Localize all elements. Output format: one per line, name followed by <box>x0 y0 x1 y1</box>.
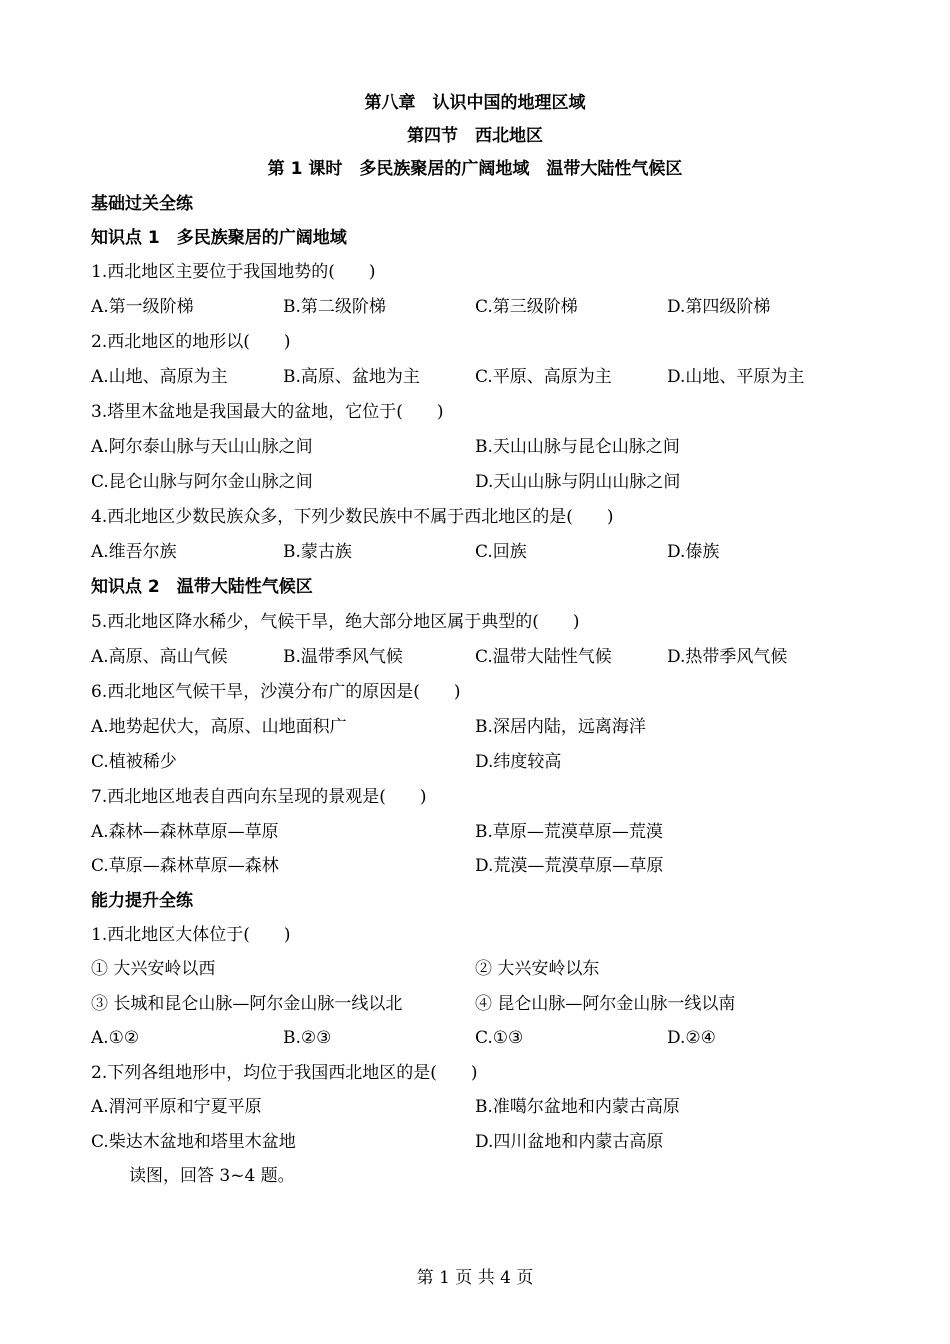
option-a: A.地势起伏大，高原、山地面积广 <box>91 717 347 737</box>
option-d: D.纬度较高 <box>475 752 562 772</box>
option-b: B.高原、盆地为主 <box>283 367 420 387</box>
option-a: A.阿尔泰山脉与天山山脉之间 <box>91 437 313 457</box>
option-c: C.第三级阶梯 <box>475 297 578 317</box>
option-b: B.深居内陆，远离海洋 <box>475 717 646 737</box>
option-c: C.回族 <box>475 542 527 562</box>
option-b: B.第二级阶梯 <box>283 297 386 317</box>
statement-4: ④ 昆仑山脉—阿尔金山脉一线以南 <box>475 994 736 1014</box>
statement-2: ② 大兴安岭以东 <box>475 959 600 979</box>
option-d: D.四川盆地和内蒙古高原 <box>475 1132 664 1152</box>
option-c: C.温带大陆性气候 <box>475 647 612 667</box>
option-d: D.②④ <box>667 1028 716 1048</box>
option-a: A.维吾尔族 <box>91 542 177 562</box>
statement-3: ③ 长城和昆仑山脉—阿尔金山脉一线以北 <box>91 994 403 1014</box>
option-c: C.昆仑山脉与阿尔金山脉之间 <box>91 472 313 492</box>
question-stem: 1.西北地区主要位于我国地势的( ) <box>91 262 376 282</box>
question-stem: 5.西北地区降水稀少，气候干旱，绝大部分地区属于典型的( ) <box>91 612 580 632</box>
page-footer: 第 1 页 共 4 页 <box>416 1268 534 1288</box>
option-b: B.温带季风气候 <box>283 647 403 667</box>
question-stem: 4.西北地区少数民族众多，下列少数民族中不属于西北地区的是( ) <box>91 507 614 527</box>
option-c: C.平原、高原为主 <box>475 367 612 387</box>
option-d: D.傣族 <box>667 542 720 562</box>
question-stem: 6.西北地区气候干旱，沙漠分布广的原因是( ) <box>91 682 461 702</box>
option-b: B.准噶尔盆地和内蒙古高原 <box>475 1097 680 1117</box>
option-d: D.热带季风气候 <box>667 647 788 667</box>
option-c: C.①③ <box>475 1028 524 1048</box>
option-c: C.植被稀少 <box>91 752 177 772</box>
basic-practice-heading: 基础过关全练 <box>91 194 193 214</box>
option-d: D.荒漠—荒漠草原—草原 <box>475 856 664 876</box>
knowledge-point-1-heading: 知识点 1 多民族聚居的广阔地域 <box>91 228 347 248</box>
option-d: D.天山山脉与阴山山脉之间 <box>475 472 681 492</box>
option-a: A.高原、高山气候 <box>91 647 228 667</box>
option-d: D.第四级阶梯 <box>667 297 771 317</box>
question-stem: 2.西北地区的地形以( ) <box>91 332 291 352</box>
option-b: B.草原—荒漠草原—荒漠 <box>475 822 663 842</box>
question-stem: 7.西北地区地表自西向东呈现的景观是( ) <box>91 787 427 807</box>
advanced-practice-heading: 能力提升全练 <box>91 891 193 911</box>
question-stem: 1.西北地区大体位于( ) <box>91 925 291 945</box>
lesson-title: 第 1 课时 多民族聚居的广阔地域 温带大陆性气候区 <box>267 159 683 179</box>
option-a: A.①② <box>91 1028 140 1048</box>
option-b: B.蒙古族 <box>283 542 352 562</box>
option-a: A.山地、高原为主 <box>91 367 228 387</box>
section-title: 第四节 西北地区 <box>407 126 543 146</box>
option-c: C.草原—森林草原—森林 <box>91 856 279 876</box>
chapter-title: 第八章 认识中国的地理区域 <box>364 93 586 113</box>
question-stem: 2.下列各组地形中，均位于我国西北地区的是( ) <box>91 1063 478 1083</box>
option-a: A.第一级阶梯 <box>91 297 194 317</box>
read-figure-instruction: 读图，回答 3~4 题。 <box>129 1166 295 1186</box>
knowledge-point-2-heading: 知识点 2 温带大陆性气候区 <box>91 577 313 597</box>
option-b: B.天山山脉与昆仑山脉之间 <box>475 437 680 457</box>
question-stem: 3.塔里木盆地是我国最大的盆地，它位于( ) <box>91 402 444 422</box>
option-a: A.渭河平原和宁夏平原 <box>91 1097 262 1117</box>
option-a: A.森林—森林草原—草原 <box>91 822 279 842</box>
statement-1: ① 大兴安岭以西 <box>91 959 216 979</box>
option-c: C.柴达木盆地和塔里木盆地 <box>91 1132 296 1152</box>
option-b: B.②③ <box>283 1028 332 1048</box>
option-d: D.山地、平原为主 <box>667 367 805 387</box>
